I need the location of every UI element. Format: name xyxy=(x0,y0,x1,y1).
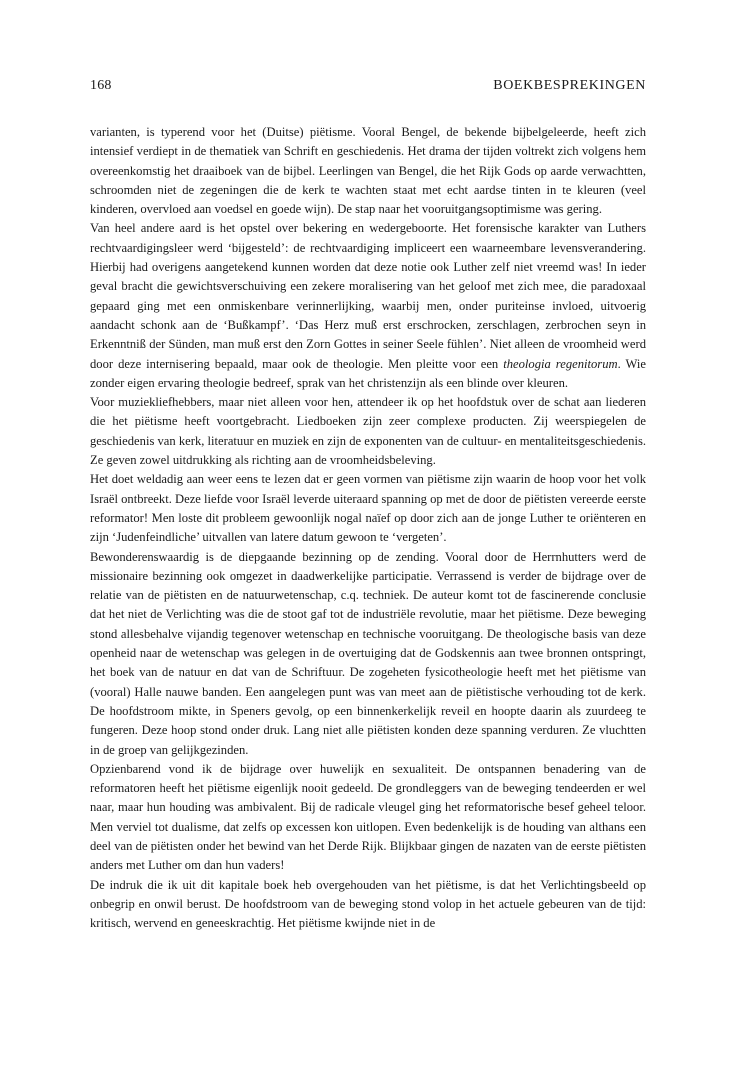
paragraph-text: De indruk die ik uit dit kapitale boek heb overgehouden van het piëtisme, is dat het Verlichtingsbeeld op onbegrip en onwil berust. De hoofdstroom van de beweging stond volop in het actuele gebeuren van de tijd: kritisch, wervend en geneeskrachtig. Het piëtisme kwijnde niet in de xyxy=(90,877,646,931)
paragraph-4 xyxy=(90,470,646,547)
paragraph-5 xyxy=(90,548,646,760)
paragraph-text: Het doet weldadig aan weer eens te lezen dat er geen vormen van piëtisme zijn waarin de hoop voor het volk Israël ontbreekt. Deze liefde voor Israël leverde uiteraard spanning op met de door de piëtisten vereerde eerste reformator! Men loste dit probleem gewoonlijk nogal naïef op door zich aan de jonge Luther te oriënteren en zijn ‘Judenfeindliche’ uitvallen van latere datum gewoon te ‘vergeten’. xyxy=(90,472,646,545)
paragraph-text: Van heel andere aard is het opstel over bekering en wedergeboorte. Het forensische karakter van Luthers rechtvaardigingsleer werd ‘bijgesteld’: de rechtvaardiging impliceert een waarneembare levensverandering. Hierbij had overigens aangetekend kunnen worden dat deze notie ook Luther zelf niet vreemd was! In ieder geval bracht die gewichtsverschuiving een zekere moralisering van het geloof met zich mee, die paradoxaal gepaard ging met een onmiskenbare verinnerlijking, waarbij men, onder puriteinse invloed, uitvoerig aandacht schonk aan de ‘Bußkampf’. ‘Das Herz muß erst erschrocken, zerschlagen, zerbrochen seyn in Erkenntniß der Sünden, man muß erst den Zorn Gottes in seiner Seele fühlen’. Niet alleen de vroomheid werd door deze internisering bepaald, maar ook de theologie. Men pleitte voor een xyxy=(90,221,646,371)
paragraph-text: varianten, is typerend voor het (Duitse) piëtisme. Vooral Bengel, de bekende bijbelgeleerde, heeft zich intensief verdiept in de thematiek van Schrift en geschiedenis. Het drama der tijden voltrekt zich volgens hem overeenkomstig het draaiboek van de bijbel. Leerlingen van Bengel, die het Rijk Gods op aarde verwachtten, schroomden niet de zegeningen die de kerk te wachten staat met echt aardse tinten in te kleuren (veel kinderen, overvloed aan voedsel en goede wijn). De stap naar het vooruitgangsoptimisme was gering. xyxy=(90,125,646,217)
paragraph-text: Opzienbarend vond ik de bijdrage over huwelijk en sexualiteit. De ontspannen benadering van de reformatoren heeft het piëtisme eigenlijk nooit gedeeld. De grondleggers van de beweging tendeerden er wel naar, maar hun houding was ambivalent. Bij de radicale vleugel ging het reformatorische besef geheel teloor. Men verviel tot dualisme, dat zelfs op excessen kon uitlopen. Even bedenkelijk is de houding van althans een deel van de piëtisten onder het bewind van het Derde Rijk. Blijkbaar gingen de nazaten van de eerste piëtisten anders met Luther om dan hun vaders! xyxy=(90,761,646,873)
paragraph-2 xyxy=(90,219,646,393)
paragraph-text: . Wie zonder eigen ervaring theologie bedreef, sprak van het christenzijn als een blinde over kleuren. xyxy=(90,356,647,390)
paragraph-text: Voor muziekliefhebbers, maar niet alleen voor hen, attendeer ik op het hoofdstuk over de schat aan liederen die het piëtisme heeft voortgebracht. Liedboeken zijn zeer complexe producten. Zij weerspiegelen de geschiedenis van kerk, literatuur en muziek en zijn de exponenten van de cultuur- en mentaliteitsgeschiedenis. Ze geven zowel uitdrukking als richting aan de vroomheidsbeleving. xyxy=(90,395,646,468)
article-body xyxy=(90,123,646,933)
paragraph-6 xyxy=(90,760,646,876)
paragraph-7 xyxy=(90,876,646,934)
paragraph-3 xyxy=(90,393,646,470)
paragraph-1 xyxy=(90,123,646,219)
latin-term: theologia regenitorum xyxy=(503,356,618,371)
paragraph-text: Bewonderenswaardig is de diepgaande bezinning op de zending. Vooral door de Herrnhutters werd de missionaire bezinning ook omgezet in daadwerkelijke participatie. Verrassend is verder de bijdrage over de relatie van de piëtisten en de natuurwetenschap, c.q. techniek. De auteur komt tot de fascinerende conclusie dat het niet de Verlichting was die de stoot gaf tot de industriële revolutie, maar het piëtisme. Deze beweging stond allesbehalve vijandig tegenover wetenschap en technische vooruitgang. De theologische basis van deze openheid naar de wetenschap was gelegen in de overtuiging dat de Godskennis aan twee bronnen ontspringt, het boek van de natuur en dat van de Schriftuur. De zogeheten fysicotheologie heeft met het piëtisme van (vooral) Halle nauwe banden. Een aangelegen punt was van meet aan de piëtistische verhouding tot de kerk. De hoofdstroom mikte, in Speners gevolg, op een binnenkerkelijk reveil en hoopte daarin als zuurdeeg te fungeren. Deze hoop stond onder druk. Lang niet alle piëtisten konden deze spanning verduren. Ze vluchtten in de groep van gelijkgezinden. xyxy=(90,549,646,757)
running-title: BOEKBESPREKINGEN xyxy=(493,78,646,93)
journal-page xyxy=(90,78,646,933)
running-header xyxy=(90,78,646,100)
page-number: 168 xyxy=(90,78,112,93)
